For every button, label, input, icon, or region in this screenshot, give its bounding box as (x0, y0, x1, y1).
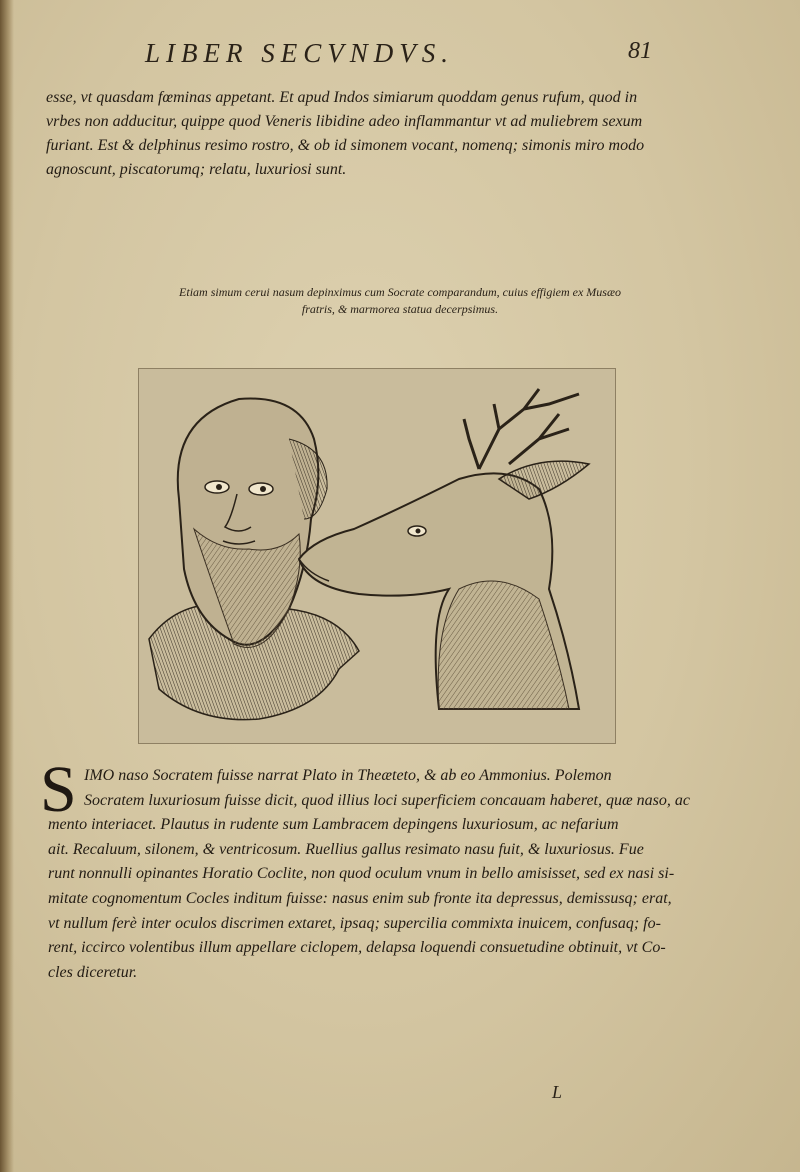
text-line: IMO naso Socratem fuisse narrat Plato in Theæteto, & ab eo Ammonius. Polemon (84, 767, 612, 784)
socrates-stag-engraving (139, 369, 615, 743)
text-line: runt nonnulli opinantes Horatio Coclite, non quod oculum vnum in bello amisisset, sed ex nasi si- (48, 865, 675, 883)
page-header (0, 38, 800, 78)
page-gutter-shadow (0, 0, 14, 1172)
text-line: Socratem luxuriosum fuisse dicit, quod illius loci superficiem concauam haberet, quæ naso, ac (84, 791, 690, 809)
text-line: agnoscunt, piscatorumq; relatu, luxuriosi sunt. (46, 161, 347, 178)
body-paragraph (48, 764, 718, 985)
catchword: L (552, 1082, 563, 1102)
text-line: furiant. Est & delphinus resimo rostro, & ob id simonem vocant, nomenq; simonis miro modo (46, 137, 645, 154)
top-paragraph (46, 86, 706, 182)
text-line: cles diceretur. (48, 963, 138, 981)
text-line: mitate cognomentum Cocles inditum fuisse: nasus enim sub fronte ita depressus, demissusq; erat, (48, 889, 672, 907)
text-line: mento interiacet. Plautus in rudente sum Lambracem depingens luxuriosum, ac nefarium (48, 816, 619, 834)
running-head: LIBER SECVNDVS. (145, 38, 454, 68)
woodcut-illustration (138, 368, 616, 744)
text-line: esse, vt quasdam fœminas appetant. Et apud Indos simiarum quoddam genus rufum, quod in (46, 89, 638, 106)
caption-line: Etiam simum cerui nasum depinximus cum Socrate comparandum, cuius effigiem ex Musæo (179, 285, 621, 299)
caption-line: fratris, & marmorea statua decerpsimus. (301, 302, 499, 316)
text-line: ait. Recaluum, silonem, & ventricosum. Ruellius gallus resimato nasu fuit, & luxuriosus. Fue (48, 840, 644, 858)
figure-caption (100, 284, 700, 318)
page-number: 81 (628, 38, 652, 64)
drop-cap: S (40, 753, 77, 826)
text-line: vt nullum ferè inter oculos discrimen extaret, ipsaq; supercilia commixta inuicem, confusaq; fo- (48, 914, 661, 932)
text-line: rent, iccirco volentibus illum appellare ciclopem, delapsa loquendi consuetudine obtinuit, vt Co- (48, 939, 666, 957)
text-line: vrbes non adducitur, quippe quod Veneris libidine adeo inflammantur vt ad muliebrem sexum (46, 113, 643, 130)
